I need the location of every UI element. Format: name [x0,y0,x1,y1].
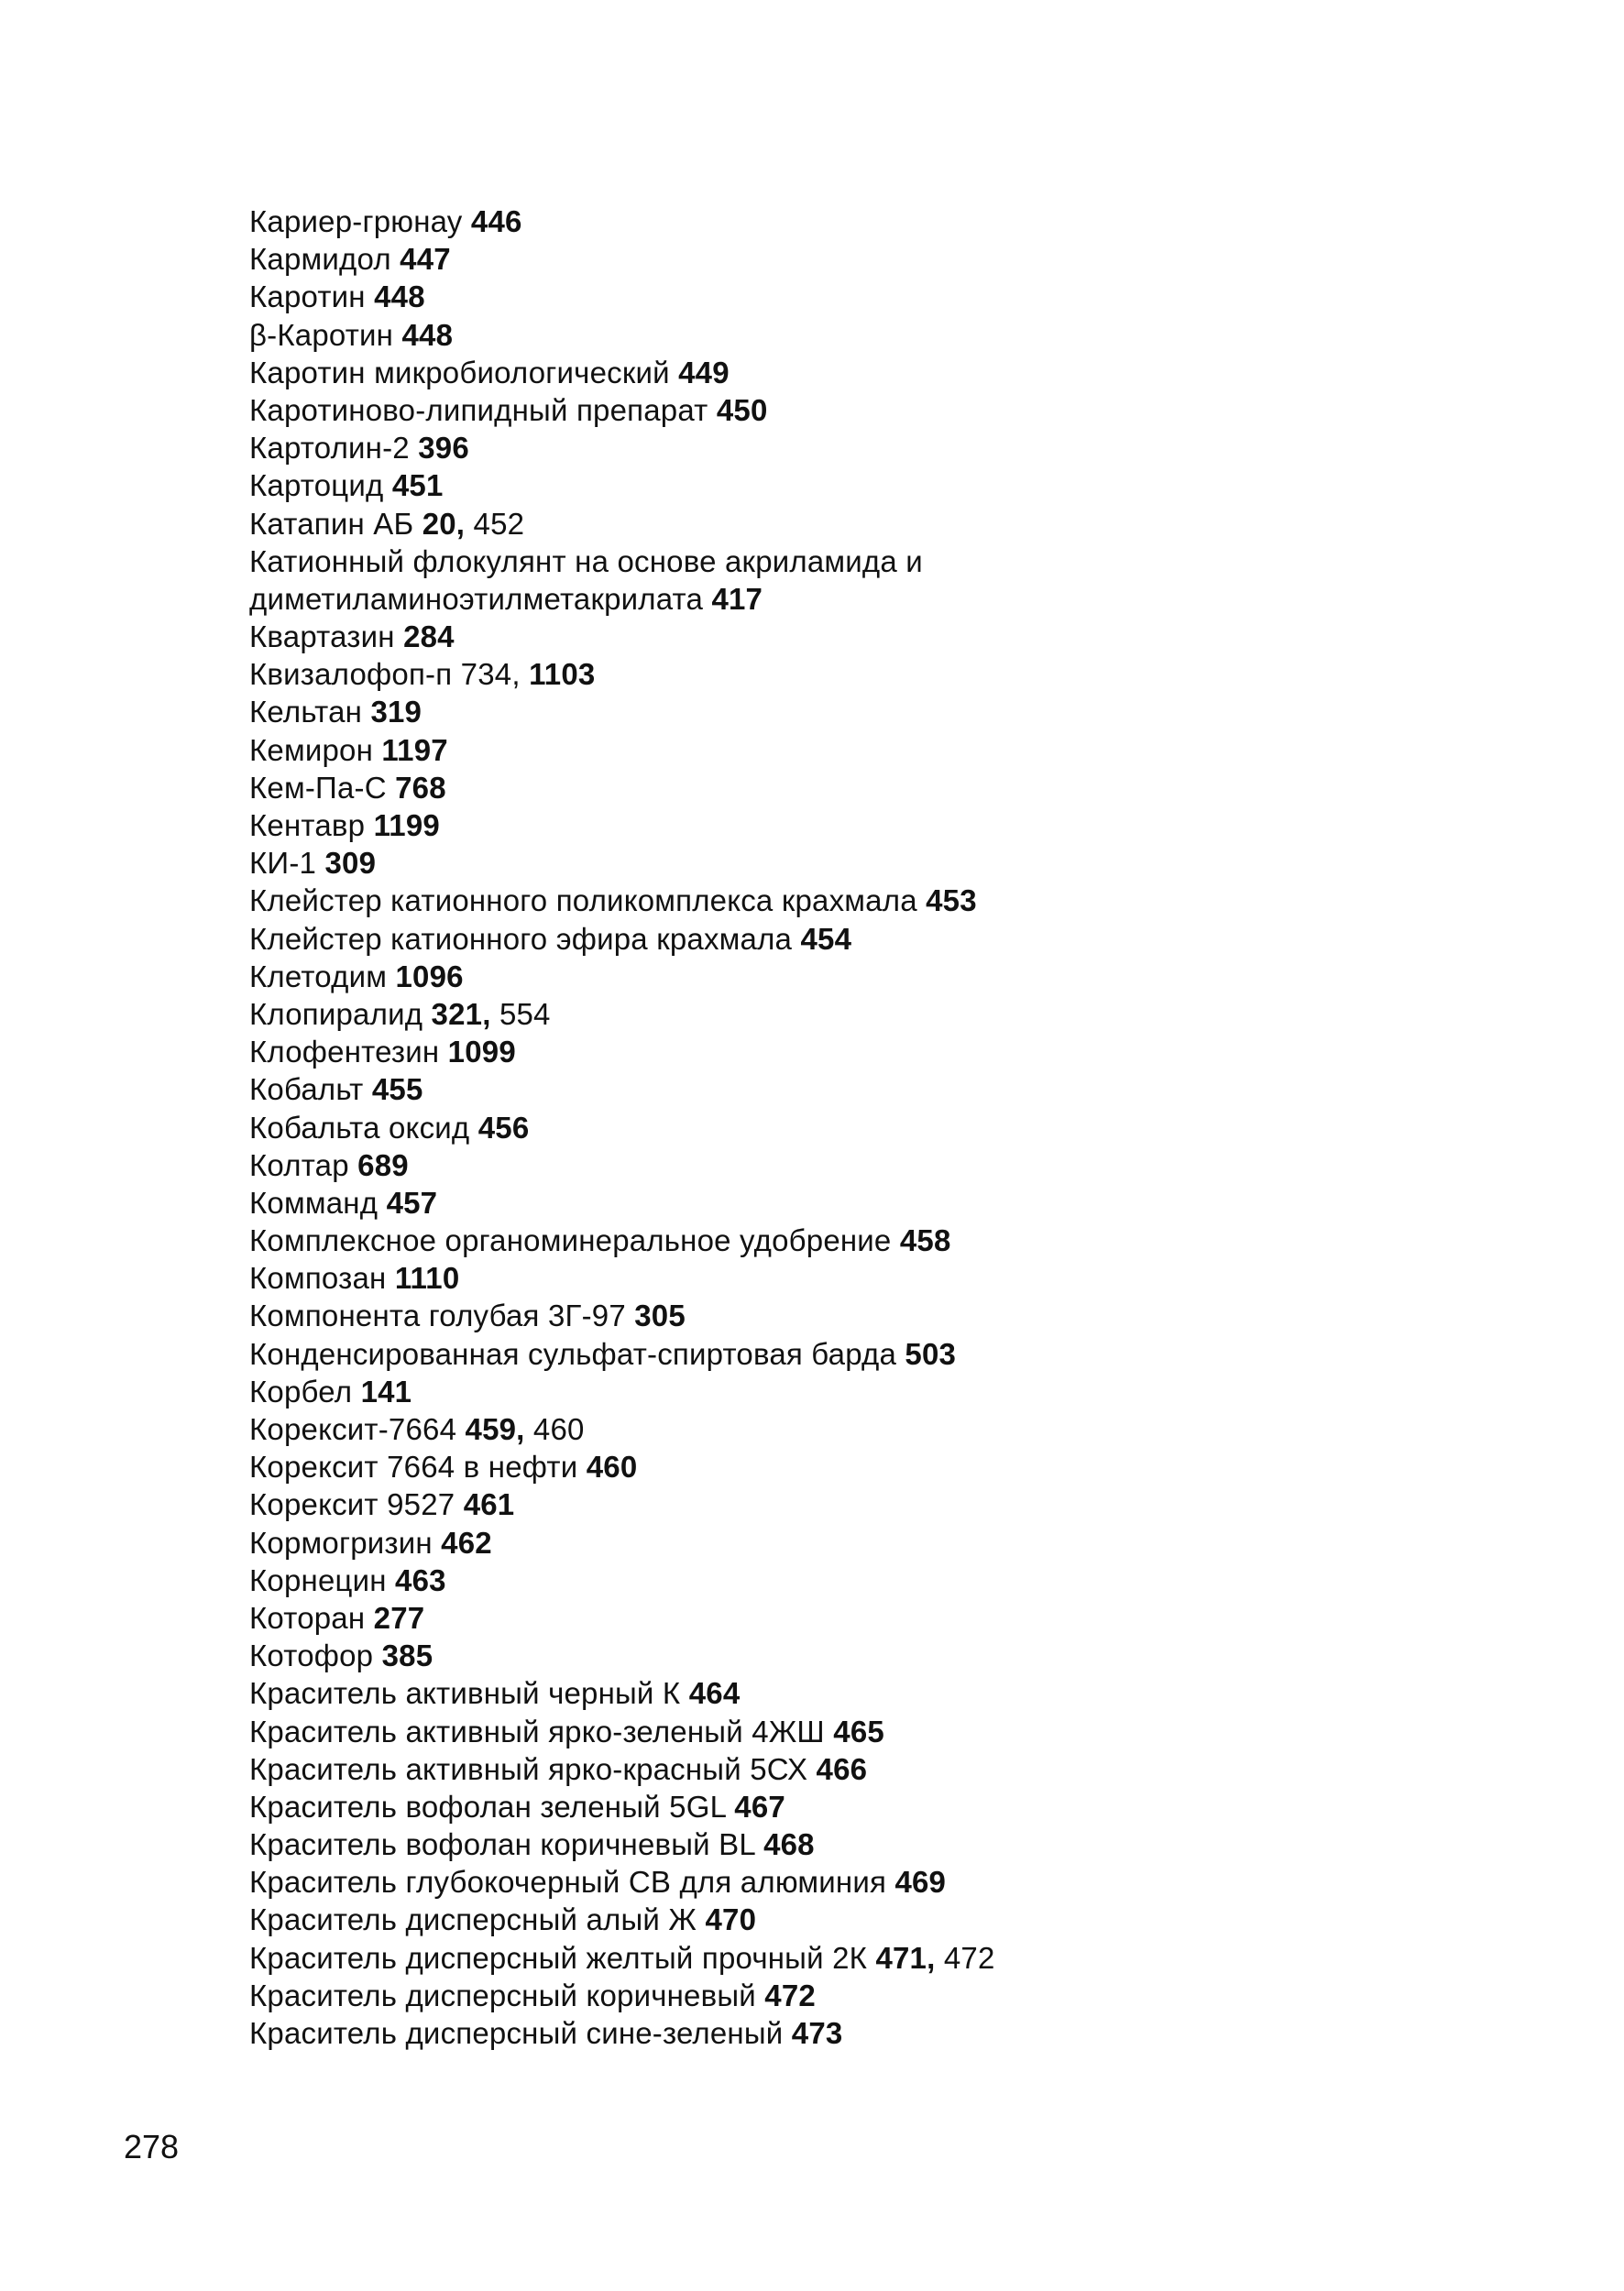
index-entry-page-ref: 396 [418,431,469,466]
index-entry-page-ref: 459, [465,1412,525,1446]
index-entry-page-ref: 385 [381,1639,433,1673]
index-entry [249,1184,1441,1222]
index-entry-page-ref: 451 [391,468,444,503]
index-entry [249,769,1441,806]
index-entry-page-ref: 463 [395,1562,446,1597]
index-entry-page-ref: 469 [894,1865,947,1900]
index-entry-page-ref: 470 [705,1902,757,1937]
index-entry [249,429,1441,466]
index-entry-term: Кобальта оксид [249,1110,470,1145]
index-entry [249,1259,1441,1297]
index-entry-term: Клейстер катионного эфира крахмала [249,921,793,956]
index-entry-term: диметиламиноэтилметакрилата [249,581,704,616]
index-entry [249,505,1441,543]
index-entry-page-ref: 309 [324,846,377,881]
index-entry-term: Картоцид [249,468,384,503]
index-entry-page-ref: 734, [460,657,521,692]
index-entry-page-ref: 417 [711,581,763,616]
index-entry-term: Кем-Па-С [249,770,387,805]
index-entry-term: β-Каротин [249,317,394,352]
index-entry-term: Краситель дисперсный желтый прочный 2К [249,1940,868,1975]
index-entry-page-ref: 460 [532,1412,585,1446]
index-entry-term: Квартазин [249,619,395,654]
index-entry-term: Комплексное органоминеральное удобрение [249,1223,892,1258]
index-entry [249,203,1441,240]
index-entry-page-ref: 321, [431,996,491,1031]
index-entry-term: Картолин-2 [249,431,410,466]
index-entry-term: Композан [249,1261,387,1296]
index-entry-page-ref: 446 [470,204,522,238]
index-entry-term: Катапин АБ [249,506,414,541]
index-entry [249,1373,1441,1410]
index-entry-page-ref: 455 [371,1072,423,1107]
index-entry-term: Краситель активный ярко-красный 5СХ [249,1751,808,1786]
index-entry-page-ref: 450 [716,392,768,427]
index-entry [249,844,1441,882]
index-entry-page-ref: 449 [678,355,730,389]
index-entry [249,1222,1441,1259]
index-entry-page-ref: 458 [899,1223,951,1258]
index-entry [249,1335,1441,1373]
index-entry-term: Каротиново-липидный препарат [249,392,708,427]
index-entry-term: Кельтан [249,695,363,729]
index-entry-page-ref: 467 [734,1789,785,1824]
index-entry-page-ref: 461 [463,1487,515,1522]
index-entry [249,1410,1441,1448]
index-entry [249,1599,1441,1637]
index-entry-page-ref: 472 [943,1940,995,1975]
index-entry-term: Краситель вофолан коричневый BL [249,1827,755,1862]
index-entry [249,316,1441,354]
index-entry-term: Корнецин [249,1562,387,1597]
index-entry-term: Краситель активный черный К [249,1676,681,1711]
index-entry-term: Краситель активный ярко-зеленый 4ЖШ [249,1714,825,1748]
index-entry-term: Корбел [249,1374,353,1409]
index-entry-term: Корексит-7664 [249,1412,457,1446]
index-entry [249,240,1441,278]
index-entry-page-ref: 464 [688,1676,741,1711]
index-entry [249,1109,1441,1146]
index-entry-term: Компонента голубая 3Г-97 [249,1299,626,1333]
index-entry [249,1562,1441,1599]
index-entry-term: Корексит 7664 в нефти [249,1450,578,1485]
index-entry-page-ref: 466 [816,1751,868,1786]
index-entry-page-ref: 454 [800,921,852,956]
index-entry-term: Каротин [249,280,366,314]
index-entry [249,1977,1441,2014]
index-entry-term: Кентавр [249,808,366,842]
index-entry-term: Краситель дисперсный сине-зеленый [249,2016,784,2050]
index-entry-page-ref: 462 [441,1525,492,1560]
index-entry-term: Кармидол [249,242,391,277]
index-entry [249,1637,1441,1674]
index-entry [249,731,1441,769]
index-entry-page-ref: 452 [473,506,525,541]
index-entry-term: Квизалофоп-п [249,657,453,692]
index-entry [249,882,1441,919]
index-entry-page-ref: 456 [477,1110,530,1145]
index-entry-page-ref: 503 [905,1336,957,1371]
index-entry [249,618,1441,655]
index-entry-term: Катионный флокулянт на основе акриламида и [249,543,923,578]
index-entry-page-ref: 277 [373,1600,425,1635]
index-entry-page-ref: 471, [875,1940,936,1975]
index-entry [249,693,1441,730]
index-entry [249,958,1441,995]
index-entry-page-ref: 1110 [394,1261,460,1296]
index-entry-page-ref: 689 [357,1147,409,1182]
index-entry [249,1448,1441,1485]
index-entry-term: Клетодим [249,959,388,993]
index-entry [249,1033,1441,1070]
index-entry-term: Кормогризин [249,1525,433,1560]
index-entry [249,1901,1441,1938]
index-entry-term: Котофор [249,1639,374,1673]
index-entry-page-ref: 1199 [373,808,440,842]
index-entry-term: Клейстер катионного поликомплекса крахмала [249,883,917,918]
index-entry-page-ref: 1096 [395,959,464,993]
index-entry [249,278,1441,315]
index-entry [249,1674,1441,1712]
index-entry-term: Кемирон [249,732,374,767]
index-entry-page-ref: 554 [499,996,551,1031]
index-entry-term: Корексит 9527 [249,1487,455,1522]
index-entry [249,1297,1441,1334]
index-entry [249,1788,1441,1825]
index-entry-term: Краситель вофолан зеленый 5GL [249,1789,726,1824]
index-entry [249,580,1441,618]
index-entry [249,1863,1441,1901]
index-entry-term: Конденсированная сульфат-спиртовая барда [249,1336,897,1371]
index-entry-page-ref: 453 [926,883,977,918]
index-entry-term: Краситель дисперсный коричневый [249,1978,756,2012]
index-entry [249,995,1441,1033]
index-entry-page-ref: 448 [374,280,425,314]
index-entry-term: Которан [249,1600,366,1635]
index-entry [249,1146,1441,1184]
index-entry-term: Клопиралид [249,996,423,1031]
index-entry-term: Комманд [249,1185,379,1220]
index-entry [249,543,1441,580]
page-number: 278 [124,2128,180,2165]
index-entry-page-ref: 284 [403,619,455,654]
index-entry-term: Каротин микробиологический [249,355,670,389]
index-entry-page-ref: 460 [586,1450,638,1485]
index-entry [249,1524,1441,1562]
index-entry [249,655,1441,693]
index-entry-page-ref: 305 [634,1299,686,1333]
index-entry-page-ref: 141 [360,1374,412,1409]
index-entry-page-ref: 319 [370,695,422,729]
index-entry [249,1939,1441,1977]
index-entry-page-ref: 1197 [381,732,448,767]
index-entry-term: КИ-1 [249,846,317,881]
index-entry [249,1713,1441,1750]
index-entry-page-ref: 473 [791,2016,843,2050]
index-entry [249,466,1441,504]
index-entry [249,1485,1441,1523]
index-entries-list [249,203,1441,2052]
index-entry [249,2014,1441,2052]
index-entry-page-ref: 1103 [529,657,596,692]
index-entry [249,391,1441,429]
index-entry [249,920,1441,958]
index-entry-term: Клофентезин [249,1035,440,1069]
index-entry-term: Колтар [249,1147,349,1182]
index-entry-term: Кобальт [249,1072,364,1107]
index-entry-page-ref: 768 [395,770,446,805]
index-entry-term: Кариер-грюнау [249,204,463,238]
index-entry-term: Краситель глубокочерный СВ для алюминия [249,1865,887,1900]
index-entry-term: Краситель дисперсный алый Ж [249,1902,697,1937]
index-entry [249,1750,1441,1788]
index-entry-page-ref: 468 [763,1827,815,1862]
index-entry [249,1825,1441,1863]
index-entry-page-ref: 20, [422,506,466,541]
index-entry-page-ref: 447 [400,242,451,277]
index-entry-page-ref: 465 [833,1714,884,1748]
index-entry-page-ref: 1099 [447,1035,516,1069]
index-entry-page-ref: 448 [401,317,454,352]
index-entry [249,1070,1441,1108]
index-entry-page-ref: 457 [386,1185,438,1220]
index-entry [249,806,1441,844]
index-entry-page-ref: 472 [764,1978,816,2012]
index-entry [249,354,1441,391]
